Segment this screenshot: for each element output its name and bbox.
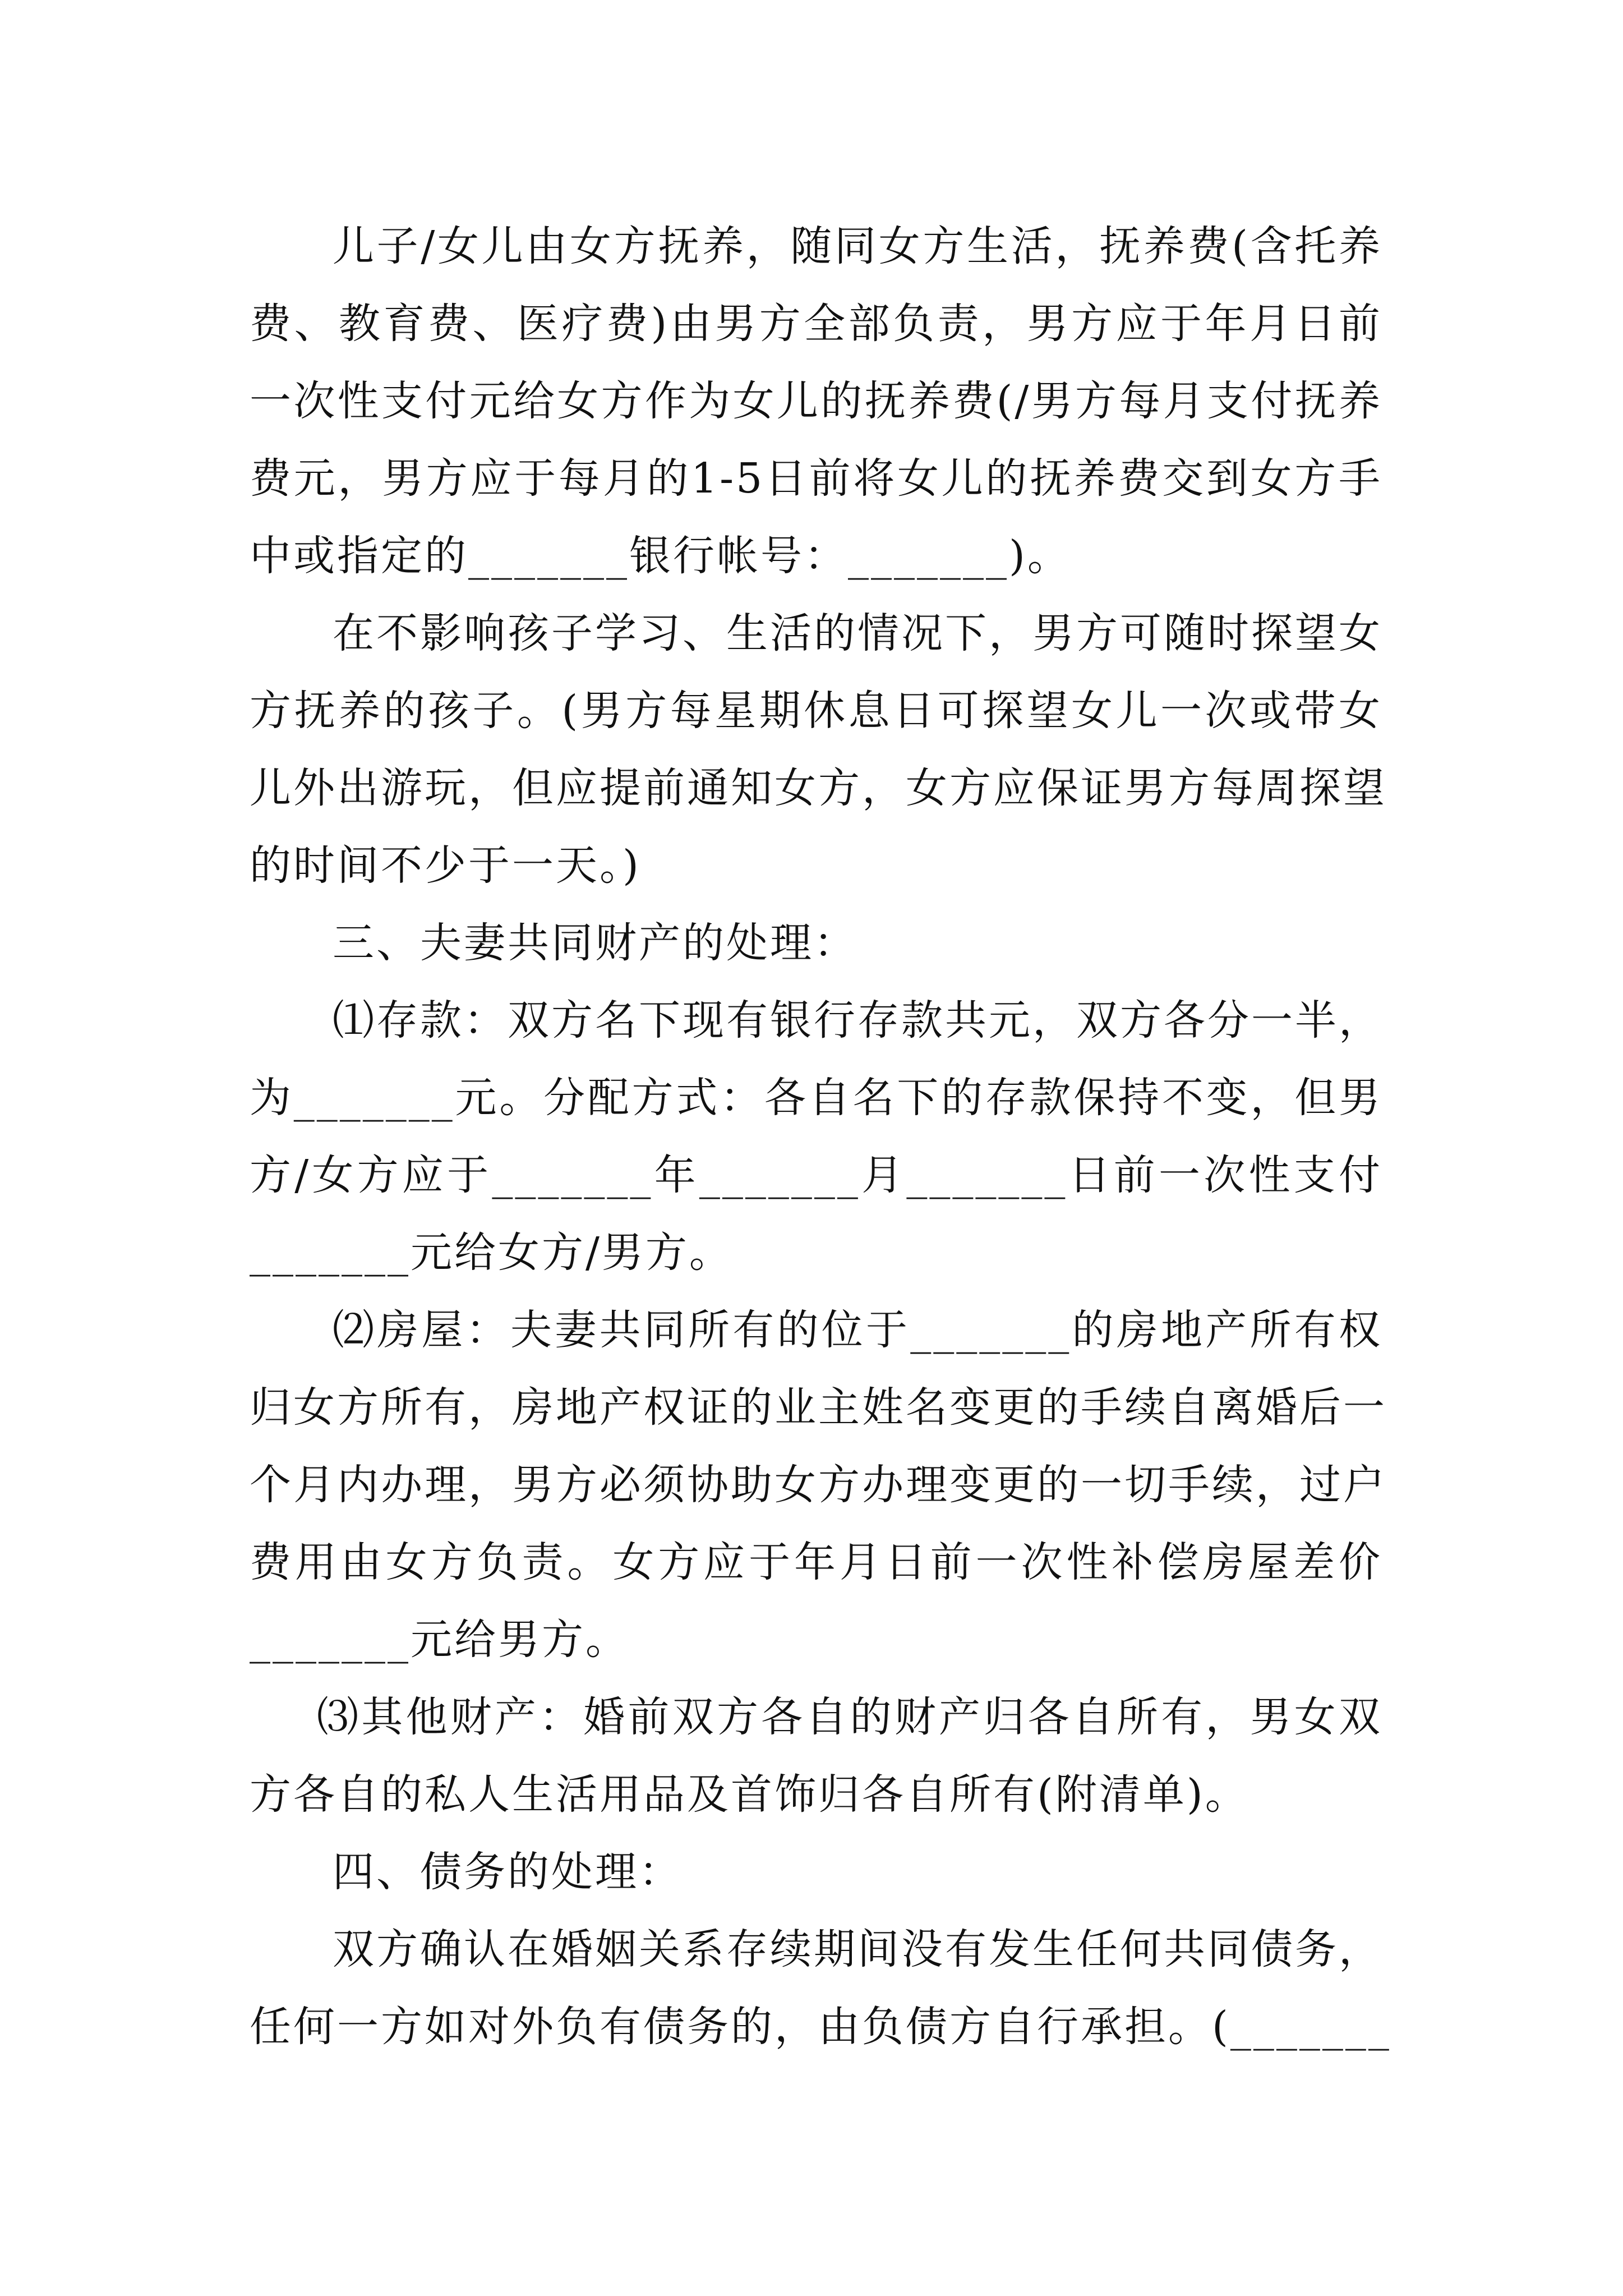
document-line: 的时间不少于一天。) [250,841,641,890]
document-line: 方/女方应于_______年_______月_______日前一次性支付 [250,1151,1382,1199]
document-line: 费、教育费、医疗费)由男方全部负责，男方应于年月日前 [250,300,1382,348]
document-line: 费元，男方应于每月的1-5日前将女儿的抚养费交到女方手 [250,454,1382,503]
document-line: 方抚养的孩子。(男方每星期休息日可探望女儿一次或带女 [250,687,1382,735]
document-line: 方各自的私人生活用品及首饰归各自所有(附清单)。 [250,1770,1249,1819]
document-line: 个月内办理，男方必须协助女方办理变更的一切手续，过户 [250,1461,1387,1509]
document-line: 归女方所有，房地产权证的业主姓名变更的手续自离婚后一 [250,1383,1387,1432]
document-line: 一次性支付元给女方作为女儿的抚养费(/男方每月支付抚养 [250,377,1382,425]
document-line: 儿外出游玩，但应提前通知女方，女方应保证男方每周探望 [250,764,1387,812]
document-line: 费用由女方负责。女方应于年月日前一次性补偿房屋差价 [250,1538,1382,1586]
document-body [250,208,1391,2065]
document-line: _______元给女方/男方。 [250,1228,733,1277]
document-line: 为_______元。分配方式：各自名下的存款保持不变，但男 [250,1074,1382,1122]
document-line: 四、债务的处理： [333,1848,683,1896]
document-line: _______元给男方。 [250,1616,629,1664]
document-line: 双方确认在婚姻关系存续期间没有发生任何共同债务， [333,1925,1382,1973]
document-line: ⑴存款：双方名下现有银行存款共元，双方各分一半， [333,996,1382,1045]
document-line: ⑶其他财产：婚前双方各自的财产归各自所有，男女双 [317,1693,1382,1741]
document-line: 中或指定的_______银行帐号：_______)。 [250,532,1071,580]
document-line: 任何一方如对外负有债务的，由负债方自行承担。(_______ [250,2003,1391,2051]
document-line: ⑵房屋：夫妻共同所有的位于_______的房地产所有权 [333,1306,1382,1354]
document-line: 三、夫妻共同财产的处理： [333,919,857,967]
document-line: 儿子/女儿由女方抚养，随同女方生活，抚养费(含托养 [333,222,1382,270]
document-line: 在不影响孩子学习、生活的情况下，男方可随时探望女 [333,609,1382,657]
